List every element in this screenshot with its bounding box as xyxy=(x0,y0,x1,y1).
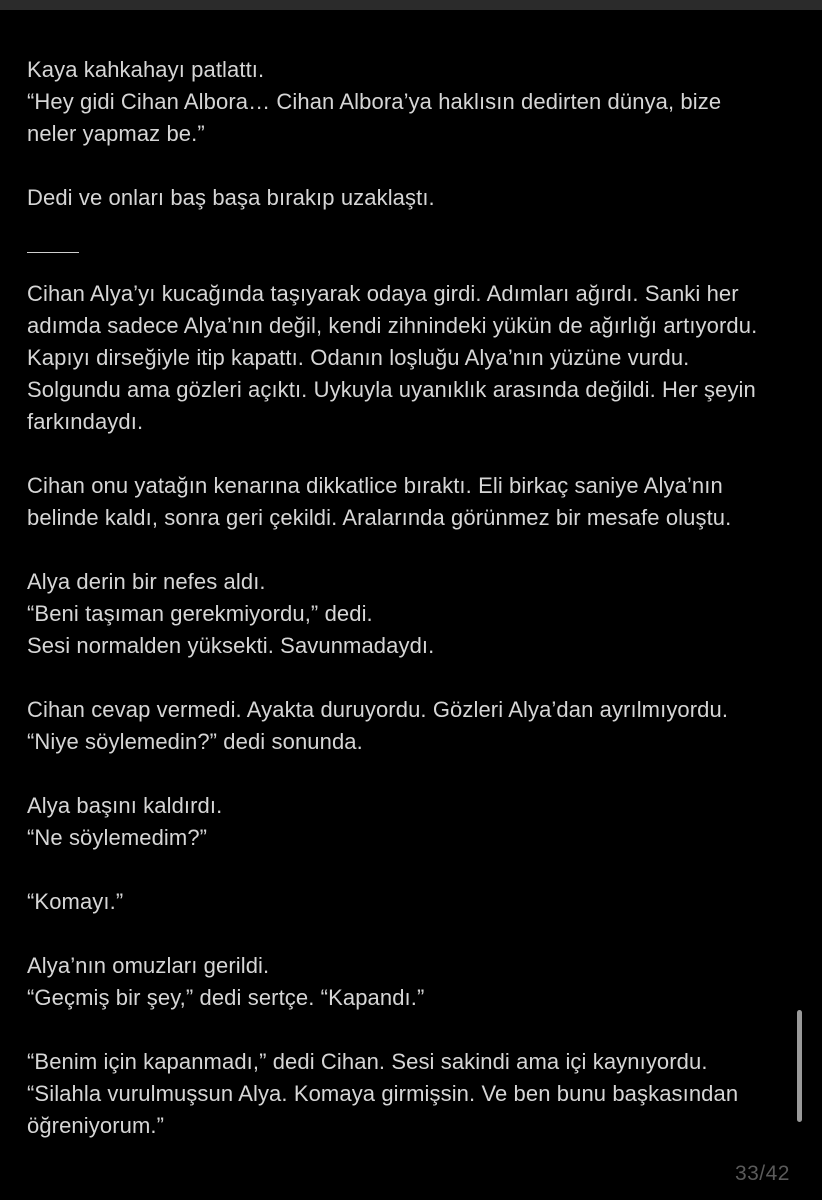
text-line: Alya’nın omuzları gerildi. xyxy=(27,953,270,978)
paragraph-gap xyxy=(27,918,797,950)
scrollbar-thumb[interactable] xyxy=(797,1010,802,1122)
reader-text-body xyxy=(27,54,797,1142)
text-line: “Geçmiş bir şey,” dedi sertçe. “Kapandı.” xyxy=(27,985,425,1010)
paragraph-gap xyxy=(27,214,797,246)
text-line: Alya başını kaldırdı. xyxy=(27,793,223,818)
text-line: “Beni taşıman gerekmiyordu,” dedi. xyxy=(27,601,373,626)
text-line: farkındaydı. xyxy=(27,409,144,434)
page-indicator: 33/42 xyxy=(734,1162,790,1185)
text-line: “Ne söylemedim?” xyxy=(27,825,208,850)
text-line: Cihan Alya’yı kucağında taşıyarak odaya girdi. Adımları ağırdı. Sanki her xyxy=(27,281,739,306)
paragraph-gap xyxy=(27,150,797,182)
text-line: belinde kaldı, sonra geri çekildi. Aralarında görünmez bir mesafe oluştu. xyxy=(27,505,732,530)
text-line: “Komayı.” xyxy=(27,889,124,914)
text-line: Dedi ve onları baş başa bırakıp uzaklaştı. xyxy=(27,185,435,210)
scene-break-divider xyxy=(27,246,797,278)
status-bar xyxy=(0,0,822,10)
paragraph-gap xyxy=(27,438,797,470)
text-line: Cihan onu yatağın kenarına dikkatlice bıraktı. Eli birkaç saniye Alya’nın xyxy=(27,473,723,498)
text-line: “Niye söylemedin?” dedi sonunda. xyxy=(27,729,363,754)
paragraph-gap xyxy=(27,1014,797,1046)
text-line: Kaya kahkahayı patlattı. xyxy=(27,57,265,82)
paragraph-gap xyxy=(27,662,797,694)
text-line: “Silahla vurulmuşsun Alya. Komaya girmişsin. Ve ben bunu başkasından xyxy=(27,1081,739,1106)
text-line: adımda sadece Alya’nın değil, kendi zihnindeki yükün de ağırlığı artıyordu. xyxy=(27,313,758,338)
text-line: “Benim için kapanmadı,” dedi Cihan. Sesi sakindi ama içi kaynıyordu. xyxy=(27,1049,708,1074)
text-line: Kapıyı dirseğiyle itip kapattı. Odanın loşluğu Alya’nın yüzüne vurdu. xyxy=(27,345,690,370)
text-line: Sesi normalden yüksekti. Savunmadaydı. xyxy=(27,633,435,658)
text-line: Alya derin bir nefes aldı. xyxy=(27,569,266,594)
paragraph-gap xyxy=(27,534,797,566)
scene-break-line xyxy=(27,252,79,253)
text-line: “Hey gidi Cihan Albora… Cihan Albora’ya haklısın dedirten dünya, bize xyxy=(27,89,722,114)
text-line: Cihan cevap vermedi. Ayakta duruyordu. Gözleri Alya’dan ayrılmıyordu. xyxy=(27,697,729,722)
text-line: Solgundu ama gözleri açıktı. Uykuyla uyanıklık arasında değildi. Her şeyin xyxy=(27,377,756,402)
paragraph-gap xyxy=(27,854,797,886)
text-line: öğreniyorum.” xyxy=(27,1113,165,1138)
paragraph-gap xyxy=(27,758,797,790)
text-line: neler yapmaz be.” xyxy=(27,121,205,146)
